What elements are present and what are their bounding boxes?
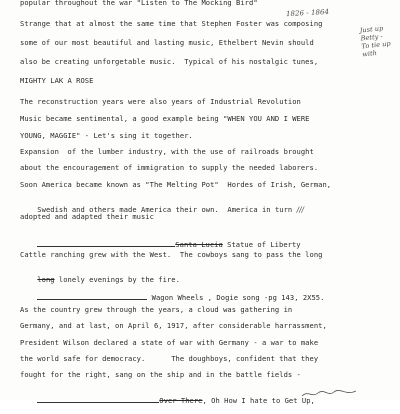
fill-blank: [37, 396, 159, 403]
text-line: Music became sentimental, a good example being "WHEN YOU AND I WERE: [20, 114, 310, 123]
signature-scribble: [300, 388, 360, 400]
text-line: As the country grew through the years, a cloud was gathering in: [20, 305, 293, 314]
struck-text: long: [37, 275, 55, 284]
text-line: fought for the right, sang on the ship and in the battle fields -: [20, 370, 301, 379]
text-line: some of our most beautiful and lasting music, Ethelbert Nevin should: [20, 38, 314, 47]
text-segment: Statue of Liberty: [222, 240, 301, 249]
text-segment: , Oh How I hate to Get Up,: [202, 396, 315, 405]
text-line: Soon America became known as "The Melting Pot" Hordes of Irish, German,: [20, 180, 332, 189]
struck-text: Over There: [159, 396, 203, 405]
text-line: also be creating unforgetable music. Typical of his nostalgic tunes,: [20, 57, 319, 66]
text-line: adopted and adapted their music: [20, 212, 154, 221]
text-line: Expansion of the lumber industry, with the use of railroads brought: [20, 147, 314, 156]
fill-blank: [37, 293, 147, 300]
text-line: Germany, and at last, on April 6, 1917, after considerable harrassment,: [20, 321, 327, 330]
text-line: popular throughout the war "Listen to The Mocking Bird": [20, 0, 258, 7]
text-line: about the encouragement of immigration to supply the needed laborers.: [20, 163, 319, 172]
handwritten-years: 1826 - 1864: [285, 7, 330, 19]
text-line: [20, 387, 315, 414]
text-line: MIGHTY LAK A ROSE: [20, 76, 94, 85]
fill-blank: [37, 240, 175, 247]
scribble-mark: ///: [292, 206, 305, 214]
handwritten-margin-note: Just up Betty - To tie up with: [359, 24, 391, 59]
text-line: Cattle ranching grew with the West. The cowboys sang to pass the long: [20, 250, 323, 259]
text-segment: lonely evenings by the fire.: [54, 275, 180, 284]
text-segment: Wagon Wheels , Dogie song -pg 143, 2X55.: [147, 293, 325, 302]
text-line: YOUNG, MAGGIE" - Let's sing it together.: [20, 131, 193, 140]
text-segment: Swedish and others made America their own. America in turn: [37, 205, 293, 214]
text-line: The reconstruction years were also years of Industrial Revolution: [20, 97, 301, 106]
text-line: the world safe for democracy. The doughboys, confident that they: [20, 354, 319, 363]
text-line: President Wilson declared a state of war with Germany - a war to make: [20, 338, 319, 347]
struck-text: Santa Lucia: [175, 240, 223, 249]
text-line: Strange that at almost the same time that Stephen Foster was composing: [20, 19, 323, 28]
